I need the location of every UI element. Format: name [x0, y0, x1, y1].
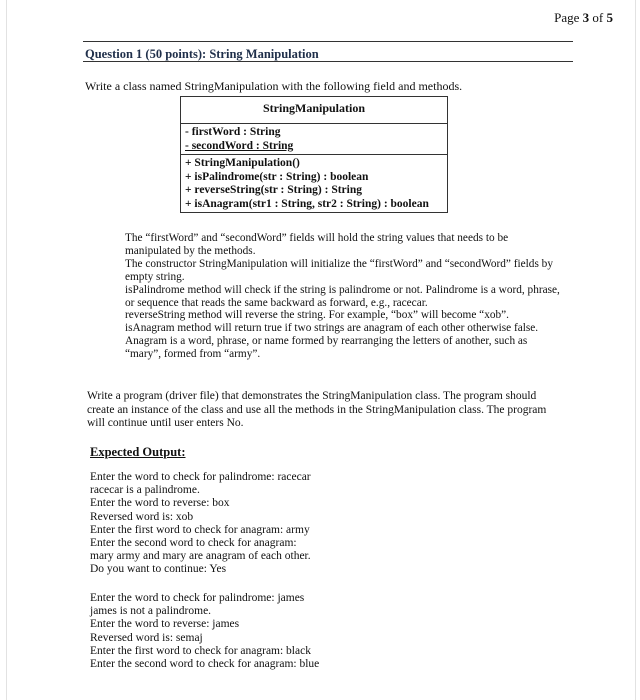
uml-method-is-palindrome: + isPalindrome(str : String) : boolean [185, 170, 369, 183]
uml-class-name: StringManipulation [181, 97, 447, 124]
intro-text: Write a class named StringManipulation with the following field and methods. [85, 79, 463, 93]
output-line: Enter the word to check for palindrome: racecar [90, 471, 311, 483]
output-line: Enter the second word to check for anagram: [90, 537, 297, 550]
output-line: Enter the first word to check for anagram: army [90, 523, 310, 536]
output-line: Enter the word to reverse: james [90, 618, 240, 631]
uml-method-reverse-string: + reverseString(str : String) : String [185, 184, 362, 196]
output-line: mary army and mary are anagram of each other. [90, 550, 311, 563]
description-reverse-string: reverseString method will reverse the string. For example, “box” will become “xob”. [125, 309, 509, 322]
uml-fields-section [181, 124, 447, 154]
page-total: 5 [606, 10, 613, 25]
description-is-palindrome: isPalindrome method will check if the string is palindrome or not. Palindrome is a word, phrase, or sequence that reads the same backward as forward, e.g., racecar. [125, 283, 560, 309]
output-line: Enter the second word to check for anagram: blue [90, 658, 320, 671]
output-line: Enter the word to reverse: box [90, 497, 230, 510]
expected-output-block-1 [90, 471, 390, 577]
expected-output-block-2 [90, 592, 390, 671]
description-fields: The “firstWord” and “secondWord” fields will hold the string values that needs to be manipulated by the methods. [125, 232, 509, 257]
question-title: Question 1 (50 points): String Manipulation [85, 47, 319, 61]
page-current: 3 [582, 10, 590, 25]
uml-method-constructor: + StringManipulation() [185, 157, 300, 169]
uml-field-first-word: - firstWord : String [185, 126, 281, 138]
driver-instructions: Write a program (driver file) that demonstrates the StringManipulation class. The program should create an instance of the class and use all the methods in the StringManipulation class. The program will continue until user enters No. [87, 390, 547, 429]
output-line: Do you want to continue: Yes [90, 563, 227, 576]
output-line: Enter the first word to check for anagram: black [90, 644, 311, 657]
page-number [554, 10, 613, 26]
document-page [6, 0, 636, 700]
description-constructor: The constructor StringManipulation will initialize the “firstWord” and “secondWord” fields by empty string. [125, 257, 553, 283]
description-is-anagram: isAnagram method will return true if two strings are anagram of each other otherwise false. Anagram is a word, phrase, or name formed by rearranging the letters of another, such as “mary”, formed from “army”. [125, 322, 539, 361]
page-of: of [592, 10, 604, 25]
output-line: Reversed word is: xob [90, 510, 194, 523]
description-block [125, 232, 565, 361]
output-line: james is not a palindrome. [90, 605, 212, 618]
uml-method-is-anagram: + isAnagram(str1 : String, str2 : String) : boolean [185, 197, 429, 210]
expected-output-heading: Expected Output: [90, 445, 186, 459]
output-line: racecar is a palindrome. [90, 484, 200, 497]
output-line: Enter the word to check for palindrome: james [90, 592, 305, 604]
uml-field-second-word: - secondWord : String [185, 139, 294, 152]
top-rule [83, 41, 573, 42]
uml-class-diagram [180, 96, 448, 213]
output-line: Reversed word is: semaj [90, 631, 203, 644]
page-label: Page [554, 10, 580, 25]
uml-methods-section [181, 154, 447, 212]
title-rule [83, 61, 573, 62]
